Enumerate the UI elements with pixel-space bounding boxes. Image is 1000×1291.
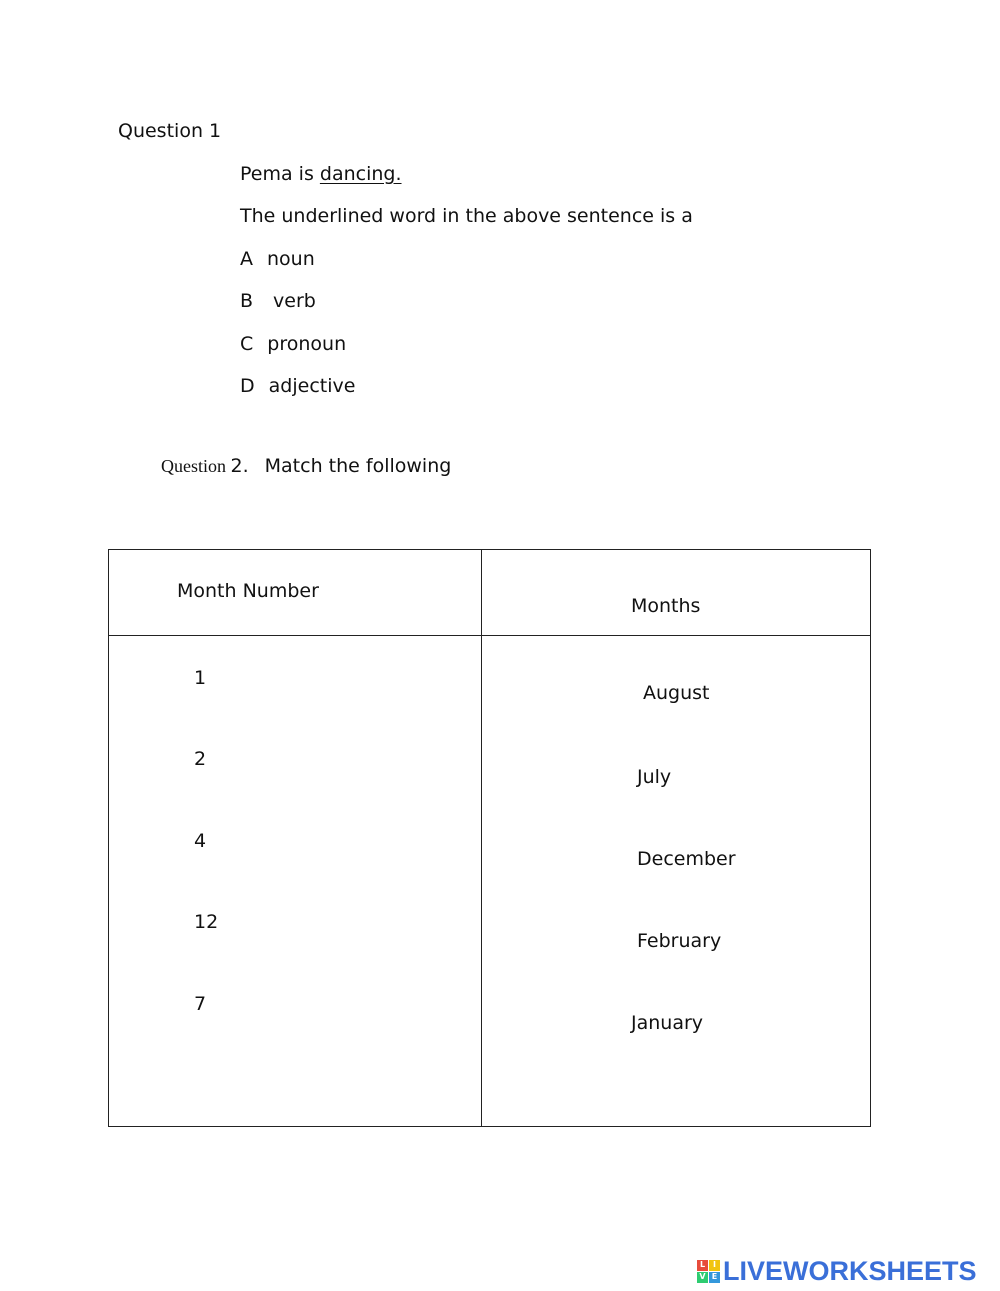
month-number-item[interactable]: 4 [194,830,207,852]
liveworksheets-brand [697,1256,977,1286]
option-c[interactable] [240,333,346,355]
option-letter: A [240,248,253,270]
question-2-number: 2. [230,455,249,477]
option-b[interactable] [240,290,316,312]
logo-square: V [697,1272,708,1283]
month-item[interactable]: January [631,1012,704,1034]
month-item[interactable]: December [637,848,736,870]
option-a[interactable] [240,248,315,270]
month-item[interactable]: July [637,766,672,788]
month-number-item[interactable]: 2 [194,748,207,770]
logo-square: I [709,1260,720,1271]
question-2-instruction: Match the following [264,455,452,477]
question-1-heading: Question 1 [118,120,222,142]
option-letter: D [240,375,255,397]
logo-square: E [709,1272,720,1283]
header-months: Months [631,595,701,617]
liveworksheets-logo-icon [697,1260,720,1283]
option-letter: C [240,333,254,355]
month-number-item[interactable]: 7 [194,993,207,1015]
header-month-number: Month Number [177,580,319,602]
question-1-prompt: The underlined word in the above sentence is a [240,205,693,227]
sentence-prefix: Pema is [240,163,320,185]
option-text: pronoun [267,333,347,355]
underlined-word: dancing. [319,163,402,185]
option-text: verb [273,290,316,312]
question-2-heading [161,455,451,477]
month-item[interactable]: August [643,682,710,704]
option-d[interactable] [240,375,355,397]
header-divider [109,635,870,636]
month-item[interactable]: February [637,930,722,952]
option-letter: B [240,290,254,312]
matching-table [108,549,871,1127]
brand-name: LIVEWORKSHEETS [723,1255,977,1286]
option-text: noun [267,248,315,270]
month-number-item[interactable]: 1 [194,667,207,689]
month-number-item[interactable]: 12 [194,911,219,933]
option-text: adjective [268,375,356,397]
column-divider [481,550,482,1126]
logo-square: L [697,1260,708,1271]
question-2-label: Question [161,456,231,476]
question-1-sentence [240,163,402,185]
